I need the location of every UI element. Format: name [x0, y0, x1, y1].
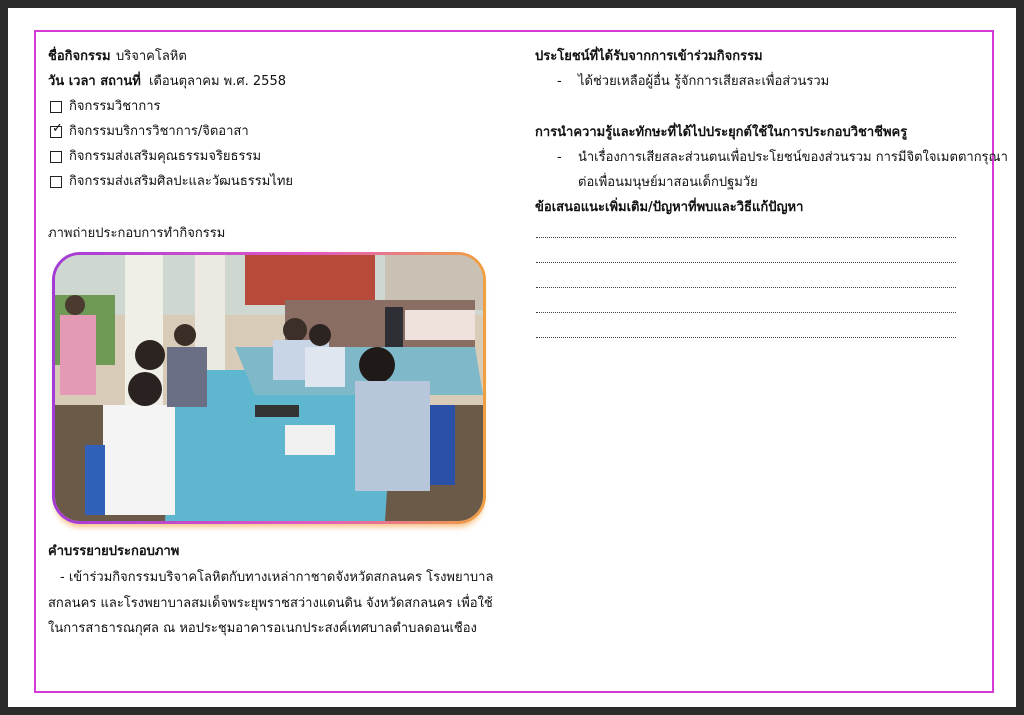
- answer-line-2: [536, 262, 956, 264]
- answer-line-3: [536, 287, 956, 289]
- blood-donation-photo-icon: [55, 255, 483, 521]
- apply-heading: การนำความรู้และทักษะที่ได้ไปประยุกต์ใช้ในการประกอบวิชาชีพครู: [535, 125, 908, 140]
- checkbox-label-ethics: กิจกรรมส่งเสริมคุณธรรมจริยธรรม: [69, 149, 262, 164]
- description-line-3: ในการสาธารณกุศล ณ หอประชุมอาคารอเนกประสงค์เทศบาลตำบลดอนเชือง: [48, 621, 477, 636]
- description-heading: คำบรรยายประกอบภาพ: [48, 544, 180, 559]
- apply-line-1: นำเรื่องการเสียสละส่วนตนเพื่อประโยชน์ของส่วนรวม การมีจิตใจเมตตากรุณา: [578, 150, 1008, 165]
- benefit-item: ได้ช่วยเหลือผู้อื่น รู้จักการเสียสละเพื่อส่วนรวม: [578, 74, 830, 89]
- benefit-dash: -: [557, 74, 562, 89]
- photo-caption: ภาพถ่ายประกอบการทำกิจกรรม: [48, 226, 226, 241]
- answer-line-4: [536, 312, 956, 314]
- checkbox-culture[interactable]: [50, 176, 62, 188]
- activity-value: บริจาคโลหิต: [116, 49, 187, 64]
- checkbox-label-culture: กิจกรรมส่งเสริมศิลปะและวัฒนธรรมไทย: [69, 174, 294, 189]
- description-line-2: สกลนคร และโรงพยาบาลสมเด็จพระยุพราชสว่างแดนดิน จังหวัดสกลนคร เพื่อใช้: [48, 596, 493, 611]
- answer-line-5: [536, 337, 956, 339]
- check-mark-icon: ✓: [52, 121, 63, 136]
- suggest-heading: ข้อเสนอแนะเพิ่มเติม/ปัญหาที่พบและวิธีแก้ปัญหา: [535, 200, 804, 215]
- checkbox-label-academic: กิจกรรมวิชาการ: [69, 99, 161, 114]
- datetime-label: วัน เวลา สถานที่: [48, 74, 141, 89]
- description-line-1: - เข้าร่วมกิจกรรมบริจาคโลหิตกับทางเหล่ากาชาดจังหวัดสกลนคร โรงพยาบาล: [60, 570, 494, 585]
- document-page: [8, 8, 1016, 707]
- activity-label: ชื่อกิจกรรม: [48, 49, 111, 64]
- benefit-heading: ประโยชน์ที่ได้รับจากการเข้าร่วมกิจกรรม: [535, 49, 763, 64]
- apply-dash: -: [557, 150, 562, 165]
- answer-line-1: [536, 237, 956, 239]
- checkbox-ethics[interactable]: [50, 151, 62, 163]
- activity-photo-frame: [52, 252, 486, 524]
- datetime-value: เดือนตุลาคม พ.ศ. 2558: [149, 74, 286, 89]
- apply-line-2: ต่อเพื่อนมนุษย์มาสอนเด็กปฐมวัย: [578, 175, 758, 190]
- checkbox-service[interactable]: [50, 121, 63, 138]
- checkbox-academic[interactable]: [50, 101, 62, 113]
- checkbox-label-service: กิจกรรมบริการวิชาการ/จิตอาสา: [69, 124, 249, 139]
- activity-photo: [55, 255, 483, 521]
